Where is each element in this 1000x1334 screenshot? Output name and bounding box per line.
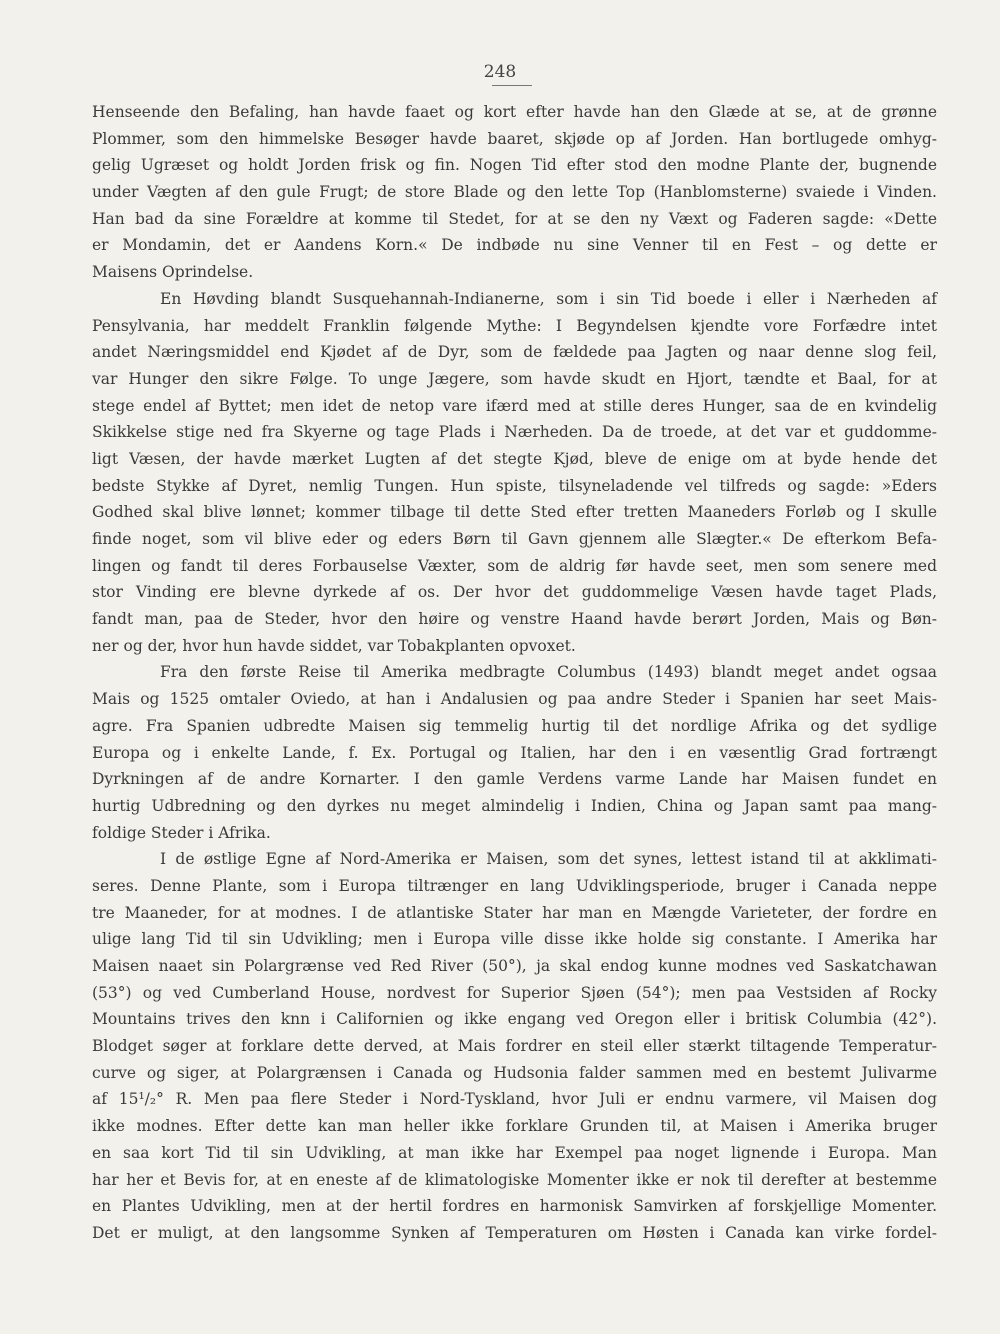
- text-line: under Vægten af den gule Frugt; de store Blade og den lette Top (Hanblomsterne) svaiede i Vinden.: [92, 183, 937, 202]
- body-text: [92, 99, 937, 1247]
- text-line: stor Vinding ere blevne dyrkede af os. Der hvor det guddommelige Væsen havde taget Plads,: [92, 583, 937, 602]
- text-line: bedste Stykke af Dyret, nemlig Tungen. Hun spiste, tilsyneladende vel tilfreds og sagde: »Eders: [92, 476, 937, 495]
- text-line: Han bad da sine Forældre at komme til Stedet, for at se den ny Væxt og Faderen sagde: «Dette: [92, 209, 937, 228]
- text-line: finde noget, som vil blive eder og eders Børn til Gavn gjennem alle Slægter.« De efterkom Befa-: [92, 530, 937, 548]
- text-line: Skikkelse stige ned fra Skyerne og tage Plads i Nærheden. Da de troede, at det var et guddomme-: [92, 423, 937, 442]
- text-line: curve og siger, at Polargrænsen i Canada og Hudsonia falder sammen med en bestemt Julivarme: [92, 1063, 937, 1082]
- page-number-rule: [492, 85, 532, 86]
- text-line: lingen og fandt til deres Forbauselse Væxter, som de aldrig før havde seet, men som senere med: [92, 556, 937, 575]
- text-line: ikke modnes. Efter dette kan man heller ikke forklare Grunden til, at Maisen i Amerika bruger: [92, 1117, 937, 1136]
- page-number: 248: [483, 62, 517, 82]
- text-line: Blodget søger at forklare dette derved, at Mais fordrer en steil eller stærkt tiltagende Temperatur-: [92, 1037, 937, 1056]
- text-line: andet Næringsmiddel end Kjødet af de Dyr, som de fældede paa Jagten og naar denne slog feil,: [92, 343, 937, 362]
- text-line: en saa kort Tid til sin Udvikling, at man ikke har Exempel paa noget lignende i Europa. Man: [92, 1143, 937, 1162]
- text-line: Fra den første Reise til Amerika medbragte Columbus (1493) blandt meget andet ogsaa: [160, 663, 937, 682]
- text-line: (53°) og ved Cumberland House, nordvest for Superior Sjøen (54°); men paa Vestsiden af Rocky: [92, 983, 937, 1002]
- text-line: Pensylvania, har meddelt Franklin følgende Mythe: I Begyndelsen kjendte vore Forfædre intet: [92, 316, 937, 335]
- text-line: ulige lang Tid til sin Udvikling; men i Europa ville disse ikke holde sig constante. I Amerika har: [92, 930, 937, 949]
- text-line: Maisens Oprindelse.: [92, 263, 254, 282]
- text-line: En Høvding blandt Susquehannah-Indianerne, som i sin Tid boede i eller i Nærheden af: [160, 289, 937, 308]
- text-line: foldige Steder i Afrika.: [92, 823, 271, 842]
- text-line: en Plantes Udvikling, men at der hertil fordres en harmonisk Samvirken af forskjellige Momenter.: [92, 1197, 937, 1216]
- text-line: Dyrkningen af de andre Kornarter. I den gamle Verdens varme Lande har Maisen fundet en: [92, 770, 937, 789]
- text-line: gelig Ugræset og holdt Jorden frisk og fin. Nogen Tid efter stod den modne Plante der, bugnende: [92, 156, 937, 175]
- text-line: var Hunger den sikre Følge. To unge Jægere, som havde skudt en Hjort, tændte et Baal, for at: [92, 369, 937, 388]
- text-line: fandt man, paa de Steder, hvor den høire og venstre Haand havde berørt Jorden, Mais og Bøn-: [92, 610, 937, 629]
- text-line: Maisen naaet sin Polargrænse ved Red River (50°), ja skal endog kunne modnes ved Saskatchawan: [92, 957, 937, 975]
- text-line: har her et Bevis for, at en eneste af de klimatologiske Momenter ikke er nok til derefter at bestemme: [92, 1170, 937, 1189]
- text-line: af 15¹/₂° R. Men paa flere Steder i Nord-Tyskland, hvor Juli er endnu varmere, vil Maisen dog: [92, 1090, 937, 1109]
- text-line: agre. Fra Spanien udbredte Maisen sig temmelig hurtig til det nordlige Afrika og det sydlige: [92, 716, 937, 735]
- text-line: ner og der, hvor hun havde siddet, var Tobakplanten opvoxet.: [92, 636, 576, 655]
- text-line: tre Maaneder, for at modnes. I de atlantiske Stater har man en Mængde Varieteter, der fordre en: [92, 903, 937, 922]
- text-line: Mountains trives den knn i Californien og ikke engang ved Oregon eller i britisk Columbia (42°).: [92, 1010, 937, 1029]
- text-line: Henseende den Befaling, han havde faaet og kort efter havde han den Glæde at se, at de grønne: [92, 103, 937, 121]
- text-line: Plommer, som den himmelske Besøger havde baaret, skjøde op af Jorden. Han bortlugede omhyg-: [92, 129, 937, 148]
- text-line: seres. Denne Plante, som i Europa tiltrænger en lang Udviklingsperiode, bruger i Canada neppe: [92, 876, 937, 895]
- text-line: Europa og i enkelte Lande, f. Ex. Portugal og Italien, har den i en væsentlig Grad fortrængt: [92, 743, 937, 762]
- text-line: stege endel af Byttet; men idet de netop vare ifærd med at stille deres Hunger, saa de en kvindelig: [92, 396, 937, 415]
- text-line: Mais og 1525 omtaler Oviedo, at han i Andalusien og paa andre Steder i Spanien har seet Mais-: [92, 690, 937, 709]
- text-line: ligt Væsen, der havde mærket Lugten af det stegte Kjød, bleve de enige om at byde hende det: [92, 449, 937, 468]
- text-line: Godhed skal blive lønnet; kommer tilbage til dette Sted efter tretten Maaneders Forløb og I skulle: [92, 503, 937, 522]
- text-line: hurtig Udbredning og den dyrkes nu meget almindelig i Indien, China og Japan samt paa mang-: [92, 796, 937, 815]
- text-line: Det er muligt, at den langsomme Synken af Temperaturen om Høsten i Canada kan virke fordel-: [92, 1223, 937, 1242]
- text-line: I de østlige Egne af Nord-Amerika er Maisen, som det synes, lettest istand til at akklimati-: [160, 850, 937, 869]
- text-line: er Mondamin, det er Aandens Korn.« De indbøde nu sine Venner til en Fest – og dette er: [92, 236, 937, 255]
